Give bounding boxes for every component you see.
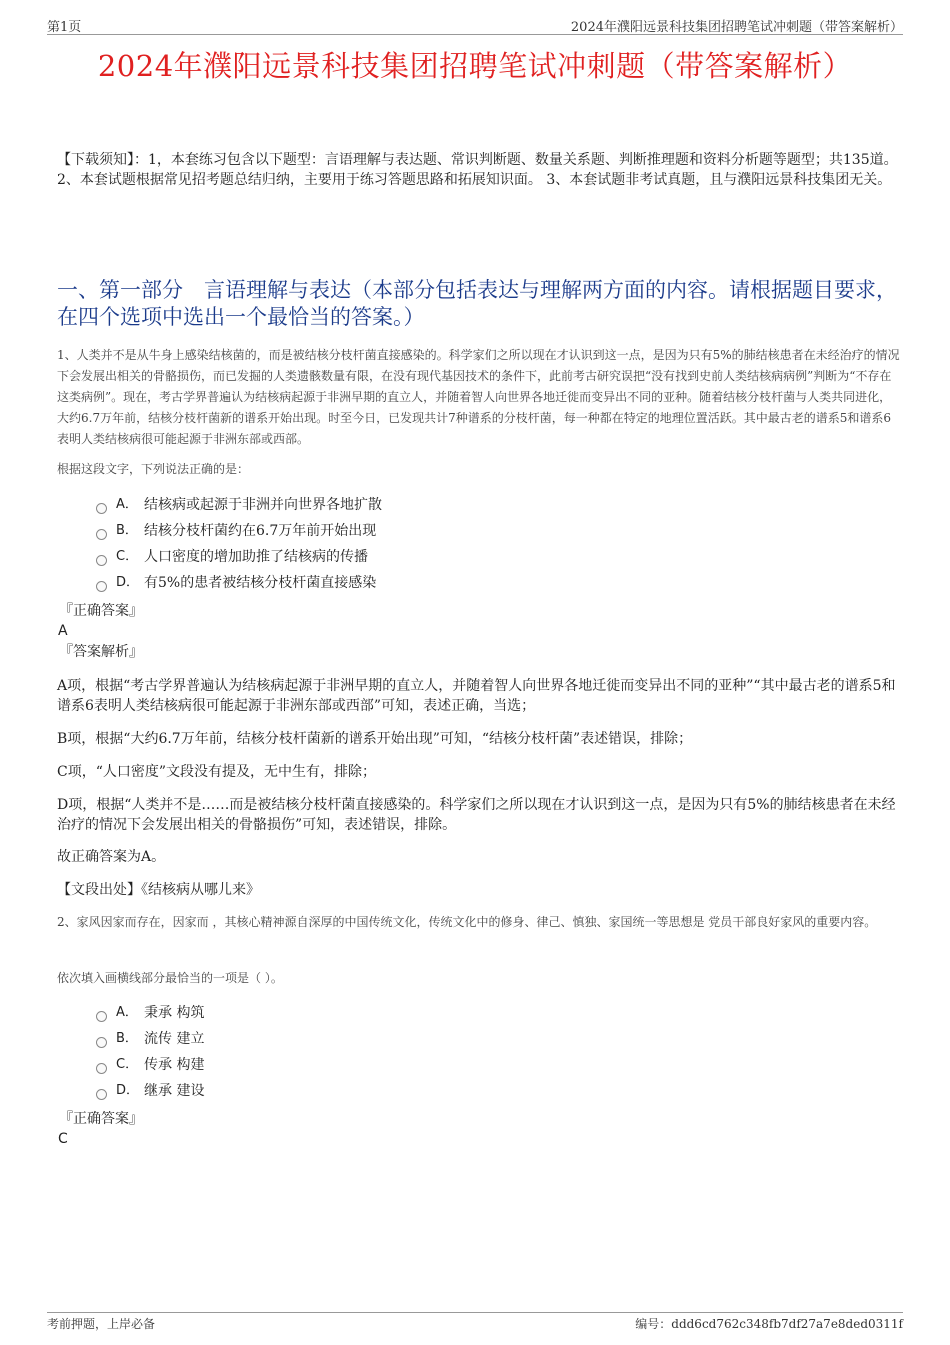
section-heading: 一、第一部分 言语理解与表达（本部分包括表达与理解两方面的内容。请根据题目要求，在四个选项中选出一个最恰当的答案。） <box>57 278 897 329</box>
option-c[interactable]: C． 传承 构建 <box>96 1052 796 1078</box>
footer-serial: 编号：ddd6cd762c348fb7df27a7e8ded0311f <box>635 1317 903 1331</box>
radio-icon[interactable] <box>96 555 107 566</box>
page-footer <box>47 1312 903 1331</box>
document-title: 2024年濮阳远景科技集团招聘笔试冲刺题（带答案解析） <box>97 49 853 83</box>
answer-label: 『正确答案』 <box>59 1111 143 1127</box>
option-d[interactable]: D． 有5%的患者被结核分枝杆菌直接感染 <box>96 570 796 596</box>
option-c[interactable]: C． 人口密度的增加助推了结核病的传播 <box>96 544 796 570</box>
source-note: 【文段出处】《结核病从哪儿来》 <box>57 882 260 898</box>
option-a[interactable]: A． 秉承 构筑 <box>96 1000 796 1026</box>
answer-label: 『正确答案』 <box>59 603 143 619</box>
analysis-label: 『答案解析』 <box>59 644 143 660</box>
radio-icon[interactable] <box>96 529 107 540</box>
header-doc-title: 2024年濮阳远景科技集团招聘笔试冲刺题（带答案解析） <box>570 20 903 35</box>
option-d[interactable]: D． 继承 建设 <box>96 1078 796 1104</box>
question-1-prompt: 根据这段文字，下列说法正确的是： <box>57 462 250 476</box>
option-a[interactable]: A． 结核病或起源于非洲并向世界各地扩散 <box>96 492 796 518</box>
footer-slogan: 考前押题，上岸必备 <box>47 1317 156 1331</box>
radio-icon[interactable] <box>96 1037 107 1048</box>
radio-icon[interactable] <box>96 581 107 592</box>
correct-answer: C <box>58 1131 68 1147</box>
page-number: 第1页 <box>47 20 82 35</box>
download-notice: 【下载须知】：1，本套练习包含以下题型：言语理解与表达题、常识判断题、数量关系题、判断推理题和资料分析题等题型；共135道。 2、本套试题根据常见招考题总结归纳，主要用于练习答题思路和拓展知识面。 3、本套试题非考试真题，且与濮阳远景科技集团无关。 <box>57 152 898 188</box>
analysis-a: A项，根据“考古学界普遍认为结核病起源于非洲早期的直立人，并随着智人向世界各地迁徙而变异出不同的亚种”“其中最古老的谱系5和谱系6表明人类结核病很可能起源于非洲东部或西部”可知，表述正确，当选； <box>57 678 896 714</box>
radio-icon[interactable] <box>96 503 107 514</box>
question-2-options <box>96 1000 796 1104</box>
page-header <box>47 14 903 35</box>
correct-answer: A <box>58 623 68 639</box>
option-b[interactable]: B． 流传 建立 <box>96 1026 796 1052</box>
analysis-b: B项，根据“大约6.7万年前，结核分枝杆菌新的谱系开始出现”可知，“结核分枝杆菌”表述错误，排除； <box>57 731 693 747</box>
question-1-passage: 1、人类并不是从牛身上感染结核菌的，而是被结核分枝杆菌直接感染的。科学家们之所以现在才认识到这一点，是因为只有5%的肺结核患者在未经治疗的情况下会发展出相关的骨骼损伤，而已发掘的人类遗骸数量有限，在没有现代基因技术的条件下，此前考古研究误把“没有找到史前人类结核病病例”判断为“不存在这类病例”。现在，考古学界普遍认为结核病起源于非洲早期的直立人，并随着智人向世界各地迁徙而变异出不同的亚种。随着结核分枝杆菌与人类共同进化，大约6.7万年前，结核分枝杆菌新的谱系开始出现。时至今日，已发现共计7种谱系的分枝杆菌，每一种都在特定的地理位置活跃。其中最古老的谱系5和谱系6表明人类结核病很可能起源于非洲东部或西部。 <box>57 348 900 446</box>
radio-icon[interactable] <box>96 1089 107 1100</box>
option-b[interactable]: B． 结核分枝杆菌约在6.7万年前开始出现 <box>96 518 796 544</box>
analysis-d: D项，根据“人类并不是……而是被结核分枝杆菌直接感染的。科学家们之所以现在才认识到这一点，是因为只有5%的肺结核患者在未经治疗的情况下会发展出相关的骨骼损伤”可知，表述错误，排除。 <box>57 797 896 833</box>
question-2-passage: 2、家风因家而存在，因家而 ，其核心精神源自深厚的中国传统文化，传统文化中的修身、律己、慎独、家国统一等思想是 党员干部良好家风的重要内容。 <box>57 915 877 929</box>
analysis-c: C项，“人口密度”文段没有提及，无中生有，排除； <box>57 764 377 780</box>
analysis-conclusion: 故正确答案为A。 <box>57 849 166 865</box>
radio-icon[interactable] <box>96 1063 107 1074</box>
radio-icon[interactable] <box>96 1011 107 1022</box>
question-1-options <box>96 492 796 596</box>
question-2-prompt: 依次填入画横线部分最恰当的一项是（ ）。 <box>57 971 283 985</box>
